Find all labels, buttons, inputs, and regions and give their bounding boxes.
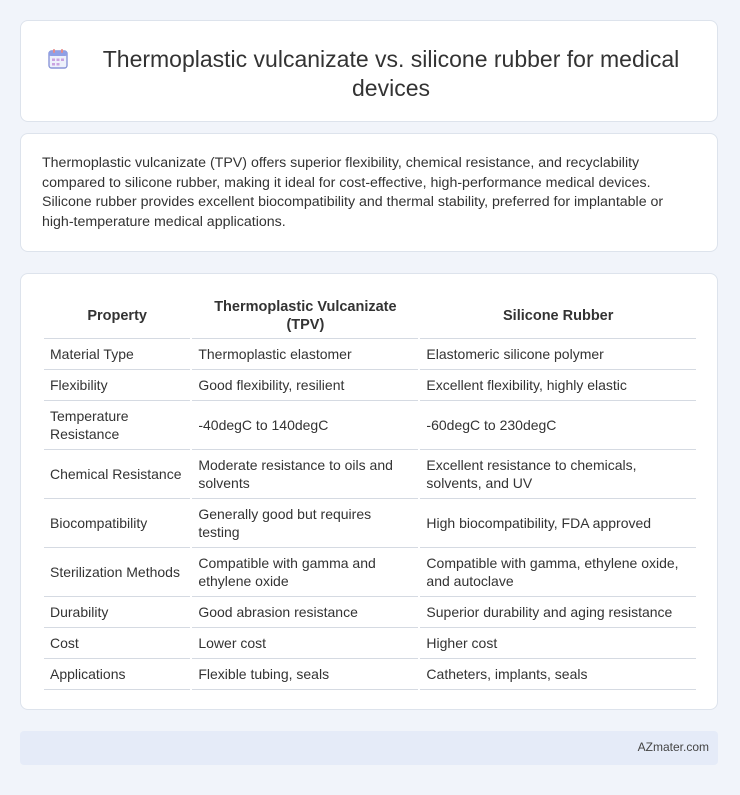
table-row [44,597,696,628]
property-cell: Applications [44,659,190,690]
table-row [44,499,696,548]
tpv-cell: -40degC to 140degC [192,401,418,450]
silicone-cell: Superior durability and aging resistance [420,597,696,628]
property-cell: Temperature Resistance [44,401,190,450]
table-row [44,450,696,499]
comparison-table-card [20,273,718,710]
table-header-row [44,294,696,339]
tpv-cell: Lower cost [192,628,418,659]
silicone-cell: High biocompatibility, FDA approved [420,499,696,548]
property-cell: Cost [44,628,190,659]
property-cell: Flexibility [44,370,190,401]
column-header-silicone: Silicone Rubber [420,294,696,339]
silicone-cell: Catheters, implants, seals [420,659,696,690]
site-credit: AZmater.com [637,740,709,754]
silicone-cell: Excellent flexibility, highly elastic [420,370,696,401]
silicone-cell: Elastomeric silicone polymer [420,339,696,370]
title-card [20,20,718,122]
table-row [44,370,696,401]
tpv-cell: Compatible with gamma and ethylene oxide [192,548,418,597]
property-cell: Sterilization Methods [44,548,190,597]
tpv-cell: Generally good but requires testing [192,499,418,548]
silicone-cell: -60degC to 230degC [420,401,696,450]
tpv-cell: Good flexibility, resilient [192,370,418,401]
table-row [44,401,696,450]
property-cell: Biocompatibility [44,499,190,548]
property-cell: Material Type [44,339,190,370]
silicone-cell: Compatible with gamma, ethylene oxide, and autoclave [420,548,696,597]
column-header-tpv: Thermoplastic Vulcanizate (TPV) [192,294,418,339]
table-row [44,548,696,597]
calendar-icon [47,48,69,70]
table-row [44,339,696,370]
summary-card [20,133,718,252]
tpv-cell: Good abrasion resistance [192,597,418,628]
footer-bar [20,731,718,765]
table-row [44,628,696,659]
comparison-table [42,294,698,690]
silicone-cell: Higher cost [420,628,696,659]
property-cell: Chemical Resistance [44,450,190,499]
tpv-cell: Flexible tubing, seals [192,659,418,690]
tpv-cell: Thermoplastic elastomer [192,339,418,370]
property-cell: Durability [44,597,190,628]
column-header-property: Property [44,294,190,339]
summary-paragraph: Thermoplastic vulcanizate (TPV) offers superior flexibility, chemical resistance, and recyclability compared to silicone rubber, making it ideal for cost-effective, high-performance medical devices. Silicone rubber provides excellent biocompatibility and thermal stability, preferred for implantable or high-temperature medical applications. [42,155,664,230]
table-row [44,659,696,690]
tpv-cell: Moderate resistance to oils and solvents [192,450,418,499]
silicone-cell: Excellent resistance to chemicals, solvents, and UV [420,450,696,499]
page-title: Thermoplastic vulcanizate vs. silicone rubber for medical devices [102,46,680,101]
